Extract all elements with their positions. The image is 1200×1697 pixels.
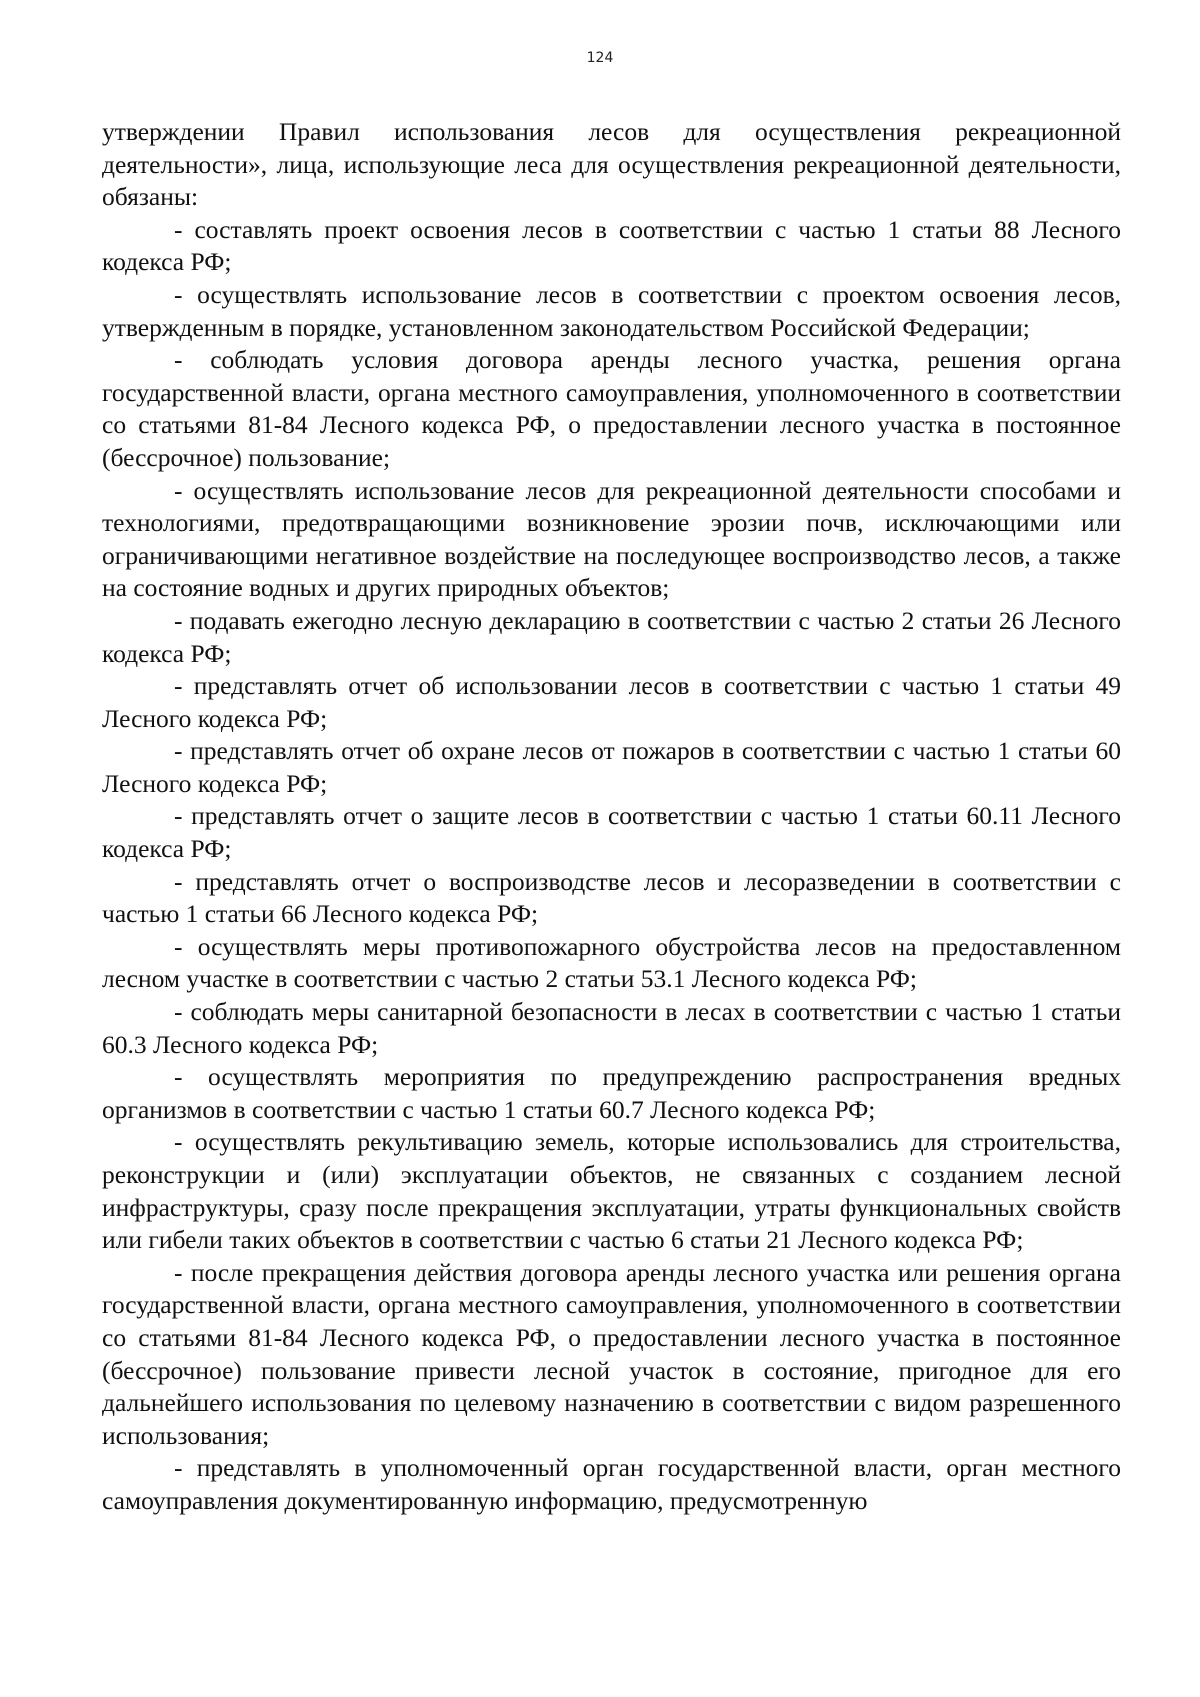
obligation-item: - составлять проект освоения лесов в соответствии с частью 1 статьи 88 Лесного кодекса РФ;: [102, 214, 1121, 277]
obligation-item: - осуществлять использование лесов в соответствии с проектом освоения лесов, утвержденным в порядке, установленном законодательством Российской Федерации;: [102, 279, 1121, 342]
obligation-item: - представлять отчет о защите лесов в соответствии с частью 1 статьи 60.11 Лесного кодекса РФ;: [102, 801, 1121, 864]
obligation-item: - осуществлять мероприятия по предупреждению распространения вредных организмов в соответствии с частью 1 статьи 60.7 Лесного кодекса РФ;: [102, 1062, 1121, 1124]
page-number: 124: [586, 50, 614, 66]
obligation-item: - соблюдать условия договора аренды лесного участка, решения органа государственной власти, органа местного самоуправления, уполномоченного в соответствии со статьями 81-84 Лесного кодекса РФ, о предоставлении лесного участка в постоянное (бессрочное) пользование;: [102, 345, 1121, 472]
obligation-item: - соблюдать меры санитарной безопасности в лесах в соответствии с частью 1 статьи 60.3 Лесного кодекса РФ;: [102, 997, 1121, 1059]
obligation-item: - представлять отчет об охране лесов от пожаров в соответствии с частью 1 статьи 60 Лесного кодекса РФ;: [102, 736, 1121, 798]
obligation-item: - подавать ежегодно лесную декларацию в соответствии с частью 2 статьи 26 Лесного кодекса РФ;: [102, 605, 1121, 668]
obligation-item: - представлять в уполномоченный орган государственной власти, орган местного самоуправления документированную информацию, предусмотренную: [102, 1453, 1121, 1515]
body-text: [102, 116, 1121, 1518]
obligation-item: - представлять отчет об использовании лесов в соответствии с частью 1 статьи 49 Лесного кодекса РФ;: [102, 671, 1121, 733]
obligation-item: - представлять отчет о воспроизводстве лесов и лесоразведении в соответствии с частью 1 статьи 66 Лесного кодекса РФ;: [102, 866, 1121, 929]
intro-paragraph: утверждении Правил использования лесов для осуществления рекреационной деятельности», лица, использующие леса для осуществления рекреационной деятельности, обязаны:: [102, 117, 1121, 212]
obligation-item: - осуществлять рекультивацию земель, которые использовались для строительства, реконструкции и (или) эксплуатации объектов, не связанных с созданием лесной инфраструктуры, сразу после прекращения эксплуатации, утраты функциональных свойств или гибели таких объектов в соответствии с частью 6 статьи 21 Лесного кодекса РФ;: [102, 1127, 1121, 1255]
obligation-item: - после прекращения действия договора аренды лесного участка или решения органа государственной власти, органа местного самоуправления, уполномоченного в соответствии со статьями 81-84 Лесного кодекса РФ, о предоставлении лесного участка в постоянное (бессрочное) пользование привести лесной участок в состояние, пригодное для его дальнейшего использования по целевому назначению в соответствии с видом разрешенного использования;: [102, 1257, 1121, 1450]
obligation-item: - осуществлять меры противопожарного обустройства лесов на предоставленном лесном участке в соответствии с частью 2 статьи 53.1 Лесного кодекса РФ;: [102, 931, 1121, 994]
obligation-item: - осуществлять использование лесов для рекреационной деятельности способами и технологиями, предотвращающими возникновение эрозии почв, исключающими или ограничивающими негативное воздействие на последующее воспроизводство лесов, а также на состояние водных и других природных объектов;: [102, 475, 1121, 603]
